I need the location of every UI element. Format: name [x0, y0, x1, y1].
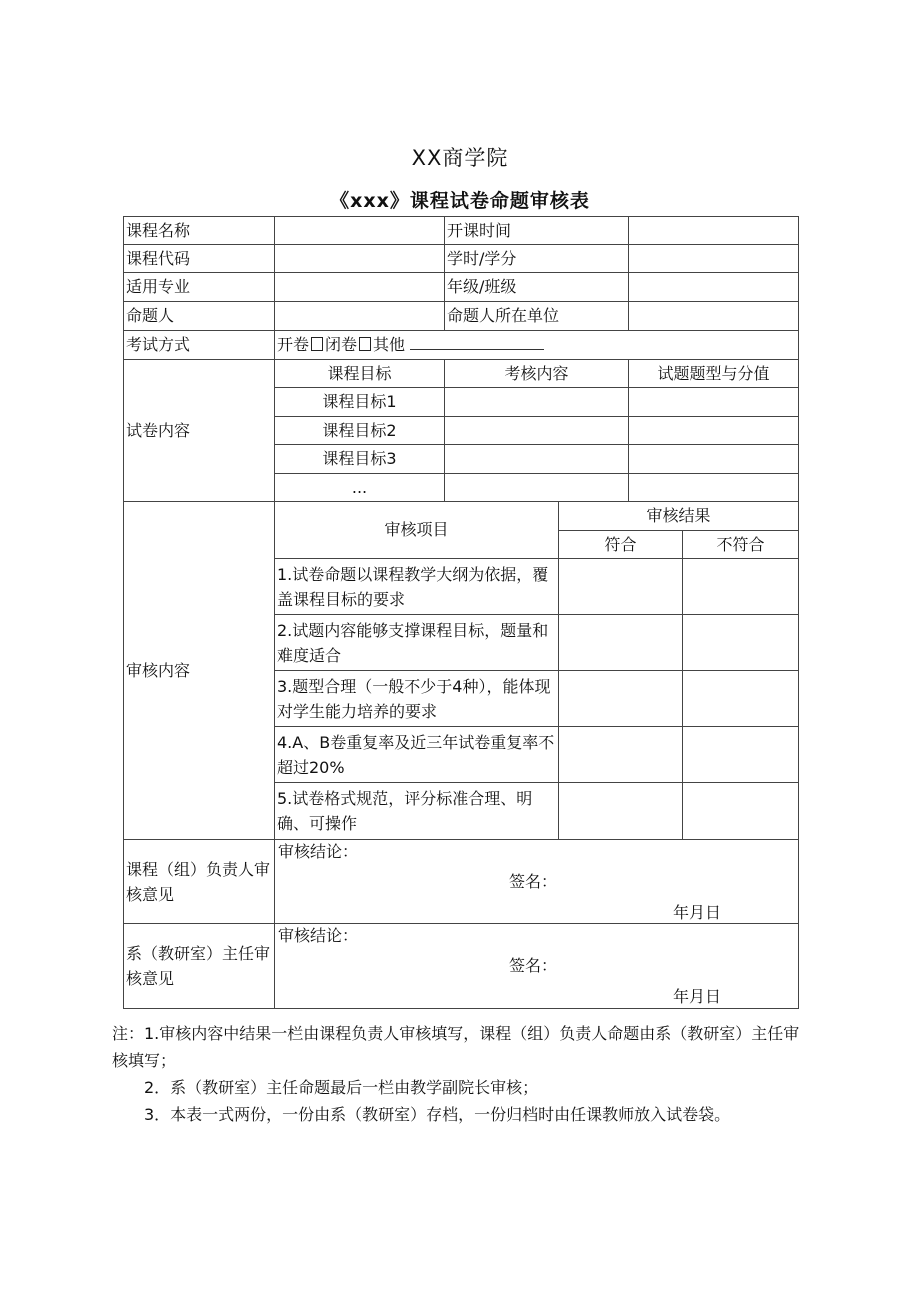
pass-cell[interactable]: [559, 727, 683, 783]
objective-3: 课程目标3: [275, 445, 445, 474]
author-unit-field[interactable]: [629, 302, 799, 331]
row-author: [124, 302, 799, 331]
fail-cell[interactable]: [683, 671, 799, 727]
row-major: [124, 273, 799, 302]
row-paper-header: [124, 360, 799, 388]
question-type-cell[interactable]: [629, 388, 799, 417]
fail-cell[interactable]: [683, 727, 799, 783]
review-content-label: 审核内容: [124, 502, 275, 840]
review-item-5: 5.试卷格式规范，评分标准合理、明确、可操作: [275, 783, 559, 840]
note-1: 注：1.审核内容中结果一栏由课程负责人审核填写，课程（组）负责人命题由系（教研室）主任审核填写；: [112, 1024, 800, 1070]
question-type-score-header: 试题题型与分值: [629, 360, 799, 388]
pass-cell[interactable]: [559, 671, 683, 727]
dept-head-approval-label: 系（教研室）主任审核意见: [124, 924, 275, 1009]
closed-book-checkbox[interactable]: [359, 337, 371, 351]
exam-mode-options: [275, 331, 799, 360]
objective-more: ...: [275, 474, 445, 502]
hours-credits-field[interactable]: [629, 245, 799, 273]
school-name: XX商学院: [411, 146, 509, 170]
question-type-cell[interactable]: [629, 417, 799, 445]
date-label: 年月日: [673, 903, 722, 922]
author-label: 命题人: [124, 302, 275, 331]
other-mode-input[interactable]: [410, 335, 544, 350]
pass-cell[interactable]: [559, 559, 683, 615]
course-name-label: 课程名称: [124, 217, 275, 245]
assessment-content-cell[interactable]: [445, 445, 629, 474]
hours-credits-label: 学时/学分: [445, 245, 629, 273]
exam-other-label: 其他: [373, 335, 406, 354]
course-leader-approval-row: [124, 840, 799, 924]
grade-class-label: 年级/班级: [445, 273, 629, 302]
fail-cell[interactable]: [683, 615, 799, 671]
question-type-cell[interactable]: [629, 445, 799, 474]
author-field[interactable]: [275, 302, 445, 331]
paper-content-label: 试卷内容: [124, 360, 275, 502]
form-title: 《xxx》课程试卷命题审核表: [330, 190, 590, 212]
review-form-table: [123, 216, 799, 1009]
course-leader-opinion-field[interactable]: [275, 840, 799, 924]
open-book-checkbox[interactable]: [311, 337, 323, 351]
pass-cell[interactable]: [559, 783, 683, 840]
objective-2: 课程目标2: [275, 417, 445, 445]
course-code-label: 课程代码: [124, 245, 275, 273]
conclusion-label: 审核结论：: [278, 842, 359, 861]
grade-class-field[interactable]: [629, 273, 799, 302]
course-time-field[interactable]: [629, 217, 799, 245]
course-leader-approval-label: 课程（组）负责人审核意见: [124, 840, 275, 924]
fail-header: 不符合: [683, 531, 799, 559]
major-field[interactable]: [275, 273, 445, 302]
row-course-name: [124, 217, 799, 245]
assessment-content-header: 考核内容: [445, 360, 629, 388]
author-unit-label: 命题人所在单位: [445, 302, 629, 331]
review-item-4: 4.A、B卷重复率及近三年试卷重复率不超过20%: [275, 727, 559, 783]
review-item-header: 审核项目: [275, 502, 559, 559]
dept-head-approval-row: [124, 924, 799, 1009]
pass-header: 符合: [559, 531, 683, 559]
signature-label: 签名：: [509, 956, 558, 975]
date-label: 年月日: [673, 987, 722, 1006]
fail-cell[interactable]: [683, 559, 799, 615]
review-item-2: 2.试题内容能够支撑课程目标，题量和难度适合: [275, 615, 559, 671]
row-course-code: [124, 245, 799, 273]
assessment-content-cell[interactable]: [445, 474, 629, 502]
row-exam-mode: [124, 331, 799, 360]
exam-open-label: 开卷: [277, 335, 310, 354]
exam-closed-label: 闭卷: [325, 335, 358, 354]
fail-cell[interactable]: [683, 783, 799, 840]
signature-label: 签名：: [509, 872, 558, 891]
review-item-1: 1.试卷命题以课程教学大纲为依据，覆盖课程目标的要求: [275, 559, 559, 615]
note-3: 3．本表一式两份，一份由系（教研室）存档，一份归档时由任课教师放入试卷袋。: [144, 1105, 731, 1124]
review-item-3: 3.题型合理（一般不少于4种），能体现对学生能力培养的要求: [275, 671, 559, 727]
assessment-content-cell[interactable]: [445, 388, 629, 417]
objective-header: 课程目标: [275, 360, 445, 388]
major-label: 适用专业: [124, 273, 275, 302]
review-header-row: [124, 502, 799, 531]
question-type-cell[interactable]: [629, 474, 799, 502]
assessment-content-cell[interactable]: [445, 417, 629, 445]
notes-section: [112, 1020, 802, 1128]
course-code-field[interactable]: [275, 245, 445, 273]
dept-head-opinion-field[interactable]: [275, 924, 799, 1009]
course-time-label: 开课时间: [445, 217, 629, 245]
pass-cell[interactable]: [559, 615, 683, 671]
note-2: 2．系（教研室）主任命题最后一栏由教学副院长审核；: [144, 1078, 539, 1097]
review-result-header: 审核结果: [559, 502, 799, 531]
objective-1: 课程目标1: [275, 388, 445, 417]
exam-mode-label: 考试方式: [124, 331, 275, 360]
course-name-field[interactable]: [275, 217, 445, 245]
conclusion-label: 审核结论：: [278, 926, 359, 945]
